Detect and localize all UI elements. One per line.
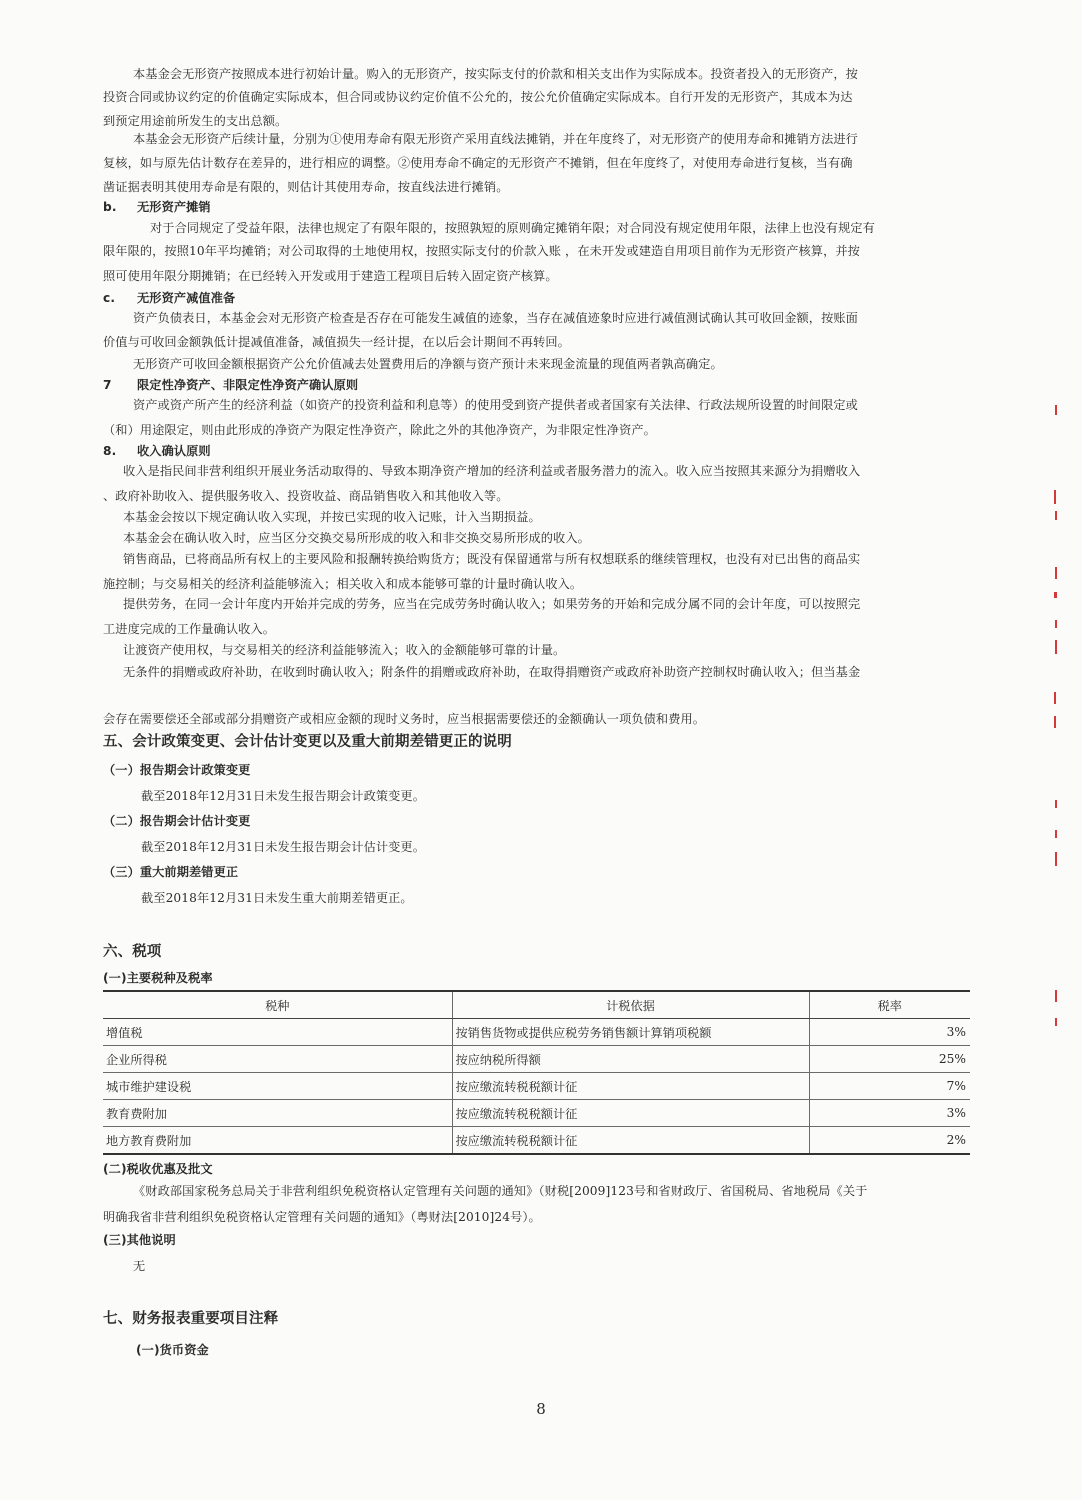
text-line: （和）用途限定，则由此形成的净资产为限定性净资产，除此之外的其他净资产，为非限定性净资产。 bbox=[103, 423, 656, 437]
table-cell: 7% bbox=[809, 1073, 970, 1100]
text-line: 无形资产可收回金额根据资产公允价值减去处置费用后的净额与资产预计未来现金流量的现值两者孰高确定。 bbox=[133, 357, 723, 371]
stamp-edge-mark bbox=[1055, 567, 1057, 579]
subheading-7 bbox=[103, 377, 358, 393]
text-line: 本基金会在确认收入时，应当区分交换交易所形成的收入和非交换交易所形成的收入。 bbox=[123, 531, 590, 545]
text-line: 提供劳务，在同一会计年度内开始并完成的劳务，应当在完成劳务时确认收入；如果劳务的开始和完成分属不同的会计年度，可以按照完 bbox=[123, 597, 861, 611]
stamp-edge-mark bbox=[1055, 620, 1057, 628]
section-heading-6: 六、税项 bbox=[103, 944, 162, 960]
table-header-row bbox=[103, 991, 970, 1019]
subheading-number: c. bbox=[103, 291, 116, 305]
stamp-edge-mark bbox=[1055, 830, 1057, 838]
text-line: 无 bbox=[133, 1259, 146, 1273]
stamp-edge-mark bbox=[1055, 852, 1057, 866]
subheading-title: 收入确认原则 bbox=[137, 444, 211, 458]
text-line: 复核，如与原先估计数存在差异的，进行相应的调整。②使用寿命不确定的无形资产不摊销，但在年度终了，对使用寿命进行复核，当有确 bbox=[103, 156, 853, 170]
text-line: 销售商品，已将商品所有权上的主要风险和报酬转换给购货方；既没有保留通常与所有权想联系的继续管理权，也没有对已出售的商品实 bbox=[123, 552, 861, 566]
tax-rate-table bbox=[103, 990, 970, 1155]
subheading-number: 8. bbox=[103, 444, 117, 458]
text-line: 截至2018年12月31日未发生报告期会计估计变更。 bbox=[141, 840, 426, 854]
text-line: 价值与可收回金额孰低计提减值准备，减值损失一经计提，在以后会计期间不再转回。 bbox=[103, 335, 570, 349]
column-header: 税率 bbox=[809, 991, 970, 1019]
text-line: 工进度完成的工作量确认收入。 bbox=[103, 622, 276, 636]
table-row bbox=[103, 1046, 970, 1073]
stamp-edge-mark bbox=[1055, 640, 1057, 654]
subheading: （一）报告期会计政策变更 bbox=[103, 763, 251, 777]
table-cell: 按应缴流转税税额计征 bbox=[452, 1100, 809, 1127]
text-line: 本基金会无形资产按照成本进行初始计量。购入的无形资产，按实际支付的价款和相关支出作为实际成本。投资者投入的无形资产，按 bbox=[133, 67, 858, 81]
subheading: （三）重大前期差错更正 bbox=[103, 865, 239, 879]
stamp-edge-mark bbox=[1055, 511, 1057, 520]
section-heading-5: 五、会计政策变更、会计估计变更以及重大前期差错更正的说明 bbox=[103, 734, 512, 750]
text-line: 本基金会无形资产后续计量，分别为①使用寿命有限无形资产采用直线法摊销，并在年度终了，对无形资产的使用寿命和摊销方法进行 bbox=[133, 132, 858, 146]
subheading: （二）报告期会计估计变更 bbox=[103, 814, 251, 828]
text-line: 资产负债表日，本基金会对无形资产检查是否存在可能发生减值的迹象，当存在减值迹象时应进行减值测试确认其可收回金额，按账面 bbox=[133, 311, 858, 325]
table-cell: 增值税 bbox=[103, 1019, 452, 1046]
stamp-edge-mark bbox=[1054, 716, 1056, 728]
text-line: 到预定用途前所发生的支出总额。 bbox=[103, 114, 288, 128]
subheading-title: 无形资产减值准备 bbox=[137, 291, 236, 305]
text-line: 、政府补助收入、提供服务收入、投资收益、商品销售收入和其他收入等。 bbox=[103, 489, 509, 503]
table-cell: 按应纳税所得额 bbox=[452, 1046, 809, 1073]
table-cell: 按应缴流转税税额计征 bbox=[452, 1073, 809, 1100]
table-cell: 25% bbox=[809, 1046, 970, 1073]
text-line: 限年限的，按照10年平均摊销；对公司取得的土地使用权，按照实际支付的价款入账 ，在未开发或建造自用项目前作为无形资产核算，并按 bbox=[103, 244, 860, 258]
text-line: 截至2018年12月31日未发生报告期会计政策变更。 bbox=[141, 789, 426, 803]
stamp-edge-mark bbox=[1054, 490, 1056, 504]
text-line: 明确我省非营利组织免税资格认定管理有关问题的通知》（粤财法[2010]24号）。 bbox=[103, 1210, 541, 1224]
table-cell: 3% bbox=[809, 1100, 970, 1127]
text-line: 收入是指民间非营利组织开展业务活动取得的、导致本期净资产增加的经济利益或者服务潜力的流入。收入应当按照其来源分为捐赠收入 bbox=[123, 464, 861, 478]
subheading-c bbox=[103, 290, 235, 306]
text-line: 无条件的捐赠或政府补助，在收到时确认收入；附条件的捐赠或政府补助，在取得捐赠资产或政府补助资产控制权时确认收入；但当基金 bbox=[123, 665, 861, 679]
column-header: 税种 bbox=[103, 991, 452, 1019]
subheading-title: 无形资产摊销 bbox=[137, 200, 211, 214]
text-line: 资产或资产所产生的经济利益（如资产的投资利益和利息等）的使用受到资产提供者或者国家有关法律、行政法规所设置的时间限定或 bbox=[133, 398, 858, 412]
table-cell: 3% bbox=[809, 1019, 970, 1046]
subheading-title: 限定性净资产、非限定性净资产确认原则 bbox=[137, 378, 359, 392]
page-number: 8 bbox=[536, 1400, 546, 1418]
subheading-8 bbox=[103, 443, 211, 459]
table-cell: 按应缴流转税税额计征 bbox=[452, 1127, 809, 1155]
text-line: 《财政部国家税务总局关于非营利组织免税资格认定管理有关问题的通知》（财税[2009]123号和省财政厅、省国税局、省地税局《关于 bbox=[133, 1184, 868, 1198]
table-cell: 企业所得税 bbox=[103, 1046, 452, 1073]
subheading: (二)税收优惠及批文 bbox=[103, 1162, 213, 1176]
table-cell: 地方教育费附加 bbox=[103, 1127, 452, 1155]
table-row bbox=[103, 1127, 970, 1155]
text-line: 凿证据表明其使用寿命是有限的，则估计其使用寿命，按直线法进行摊销。 bbox=[103, 180, 509, 194]
text-line: 让渡资产使用权，与交易相关的经济利益能够流入；收入的金额能够可靠的计量。 bbox=[123, 643, 566, 657]
stamp-edge-mark bbox=[1055, 990, 1057, 1002]
table-cell: 按销售货物或提供应税劳务销售额计算销项税额 bbox=[452, 1019, 809, 1046]
stamp-edge-mark bbox=[1054, 592, 1057, 598]
table-cell: 2% bbox=[809, 1127, 970, 1155]
text-line: 照可使用年限分期摊销；在已经转入开发或用于建造工程项目后转入固定资产核算。 bbox=[103, 269, 558, 283]
stamp-edge-mark bbox=[1054, 692, 1056, 704]
subheading-number: b. bbox=[103, 200, 117, 214]
table-cell: 城市维护建设税 bbox=[103, 1073, 452, 1100]
section-heading-7: 七、财务报表重要项目注释 bbox=[103, 1311, 279, 1327]
table-row bbox=[103, 1073, 970, 1100]
text-line: 截至2018年12月31日未发生重大前期差错更正。 bbox=[141, 891, 413, 905]
text-line: 投资合同或协议约定的价值确定实际成本，但合同或协议约定价值不公允的，按公允价值确定实际成本。自行开发的无形资产，其成本为达 bbox=[103, 90, 853, 104]
text-line: 施控制；与交易相关的经济利益能够流入；相关收入和成本能够可靠的计量时确认收入。 bbox=[103, 577, 583, 591]
text-line: 本基金会按以下规定确认收入实现，并按已实现的收入记账，计入当期损益。 bbox=[123, 510, 541, 524]
subheading: (三)其他说明 bbox=[103, 1233, 176, 1247]
subheading-b bbox=[103, 199, 211, 215]
column-header: 计税依据 bbox=[452, 991, 809, 1019]
text-line: 对于合同规定了受益年限，法律也规定了有限年限的，按照孰短的原则确定摊销年限；对合同没有规定使用年限，法律上也没有规定有 bbox=[150, 221, 875, 235]
subheading: (一)货币资金 bbox=[136, 1343, 209, 1357]
stamp-edge-mark bbox=[1055, 405, 1057, 415]
text-line: 会存在需要偿还全部或部分捐赠资产或相应金额的现时义务时，应当根据需要偿还的金额确认一项负债和费用。 bbox=[103, 712, 706, 726]
subheading-number: 7 bbox=[103, 378, 112, 392]
stamp-edge-mark bbox=[1055, 1018, 1057, 1026]
stamp-edge-mark bbox=[1055, 800, 1057, 808]
table-row bbox=[103, 1019, 970, 1046]
table-cell: 教育费附加 bbox=[103, 1100, 452, 1127]
table-row bbox=[103, 1100, 970, 1127]
subheading: (一)主要税种及税率 bbox=[103, 971, 213, 985]
